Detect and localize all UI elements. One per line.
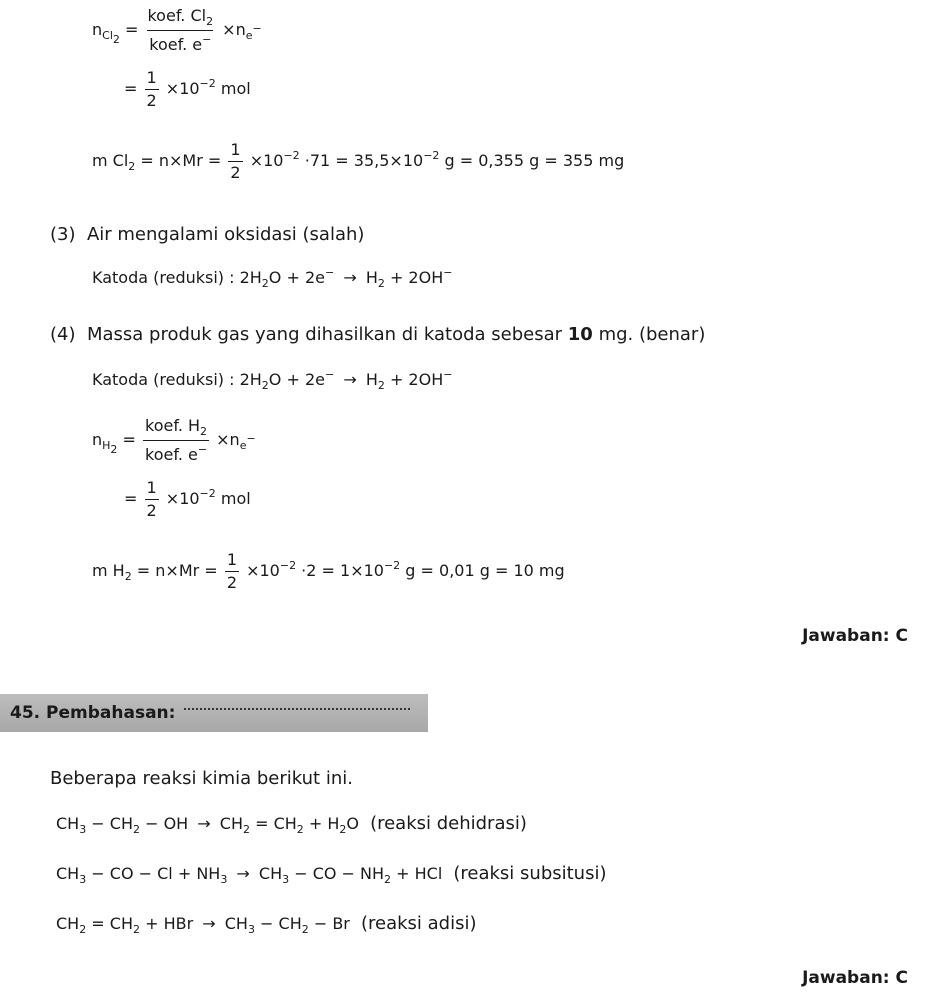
reaction-substitution: $CH_3$ − CO − $Cl + NH_3 \to CH_3$ − CO − $NH_2$ + HCl (reaksi subsitusi) [56,863,607,886]
cl2-coefficient-fraction: $\frac{koef. Cl_2}{koef. e^-}$ [147,6,214,54]
cl2-mole-result: = $\frac{1}{2}$ $\times 10^{-2}$ mol [124,68,251,110]
h2-mass-equation: m $H_2 = n\times Mr$ = $\frac{1}{2}$ $\times 10^{-2} \cdot 2 = 1\times 10^{-2}$ g = 0,01 g = 10 mg [92,550,565,592]
section-title: 45. Pembahasan: [10,703,176,723]
h2-coefficient-fraction: $\frac{koef. H_2}{koef. e^-}$ [145,416,208,464]
reaction-type-label: (reaksi subsitusi) [453,863,607,884]
h2-mole-result: = $\frac{1}{2}$ $\times 10^{-2}$ mol [124,478,251,520]
reaction-type-label: (reaksi adisi) [360,913,477,934]
leader-dots [184,708,410,710]
item-4-cathode-reaction: Katoda (reduksi) : $2H_2O + 2e^- \to H_2 + 2OH^-$ [92,368,453,392]
reaction-type-label: (reaksi dehidrasi) [370,813,527,834]
item-3-cathode-reaction: Katoda (reduksi) : $2H_2O + 2e^- \to H_2 + 2OH^-$ [92,266,453,290]
section-intro: Beberapa reaksi kimia berikut ini. [50,768,353,789]
h2-mole-equation: $n_{H_2}$ = $\frac{koef. H_2}{koef. e^-}$ $\times n_{e^-}$ [92,416,256,464]
item-3-statement: (3) Air mengalami oksidasi (salah) [50,224,365,245]
reaction-addition: $CH_2 = CH_2$ + HBr → $CH_3 - CH_2 - Br$ (reaksi adisi) [56,913,477,936]
answer-label: Jawaban: C [802,626,908,646]
cl2-mole-equation: $n_{Cl_2}$ = $\frac{koef. Cl_2}{koef. e^-}$ $\times n_{e^-}$ [92,6,262,54]
cl2-mass-equation: m $Cl_2 = n\times Mr$ = $\frac{1}{2}$ $\times 10^{-2} \cdot 71 = 35,5\times 10^{-2}$ g = 0,355 g = 355 mg [92,140,625,182]
section-banner [0,694,428,732]
item-4-statement: (4) Massa produk gas yang dihasilkan di katoda sebesar 10 mg. (benar) [50,324,706,345]
reaction-dehydration: $CH_3 - CH_2$ − OH → $CH_2 = CH_2 + H_2O$ (reaksi dehidrasi) [56,813,527,836]
answer-label: Jawaban: C [802,968,908,988]
